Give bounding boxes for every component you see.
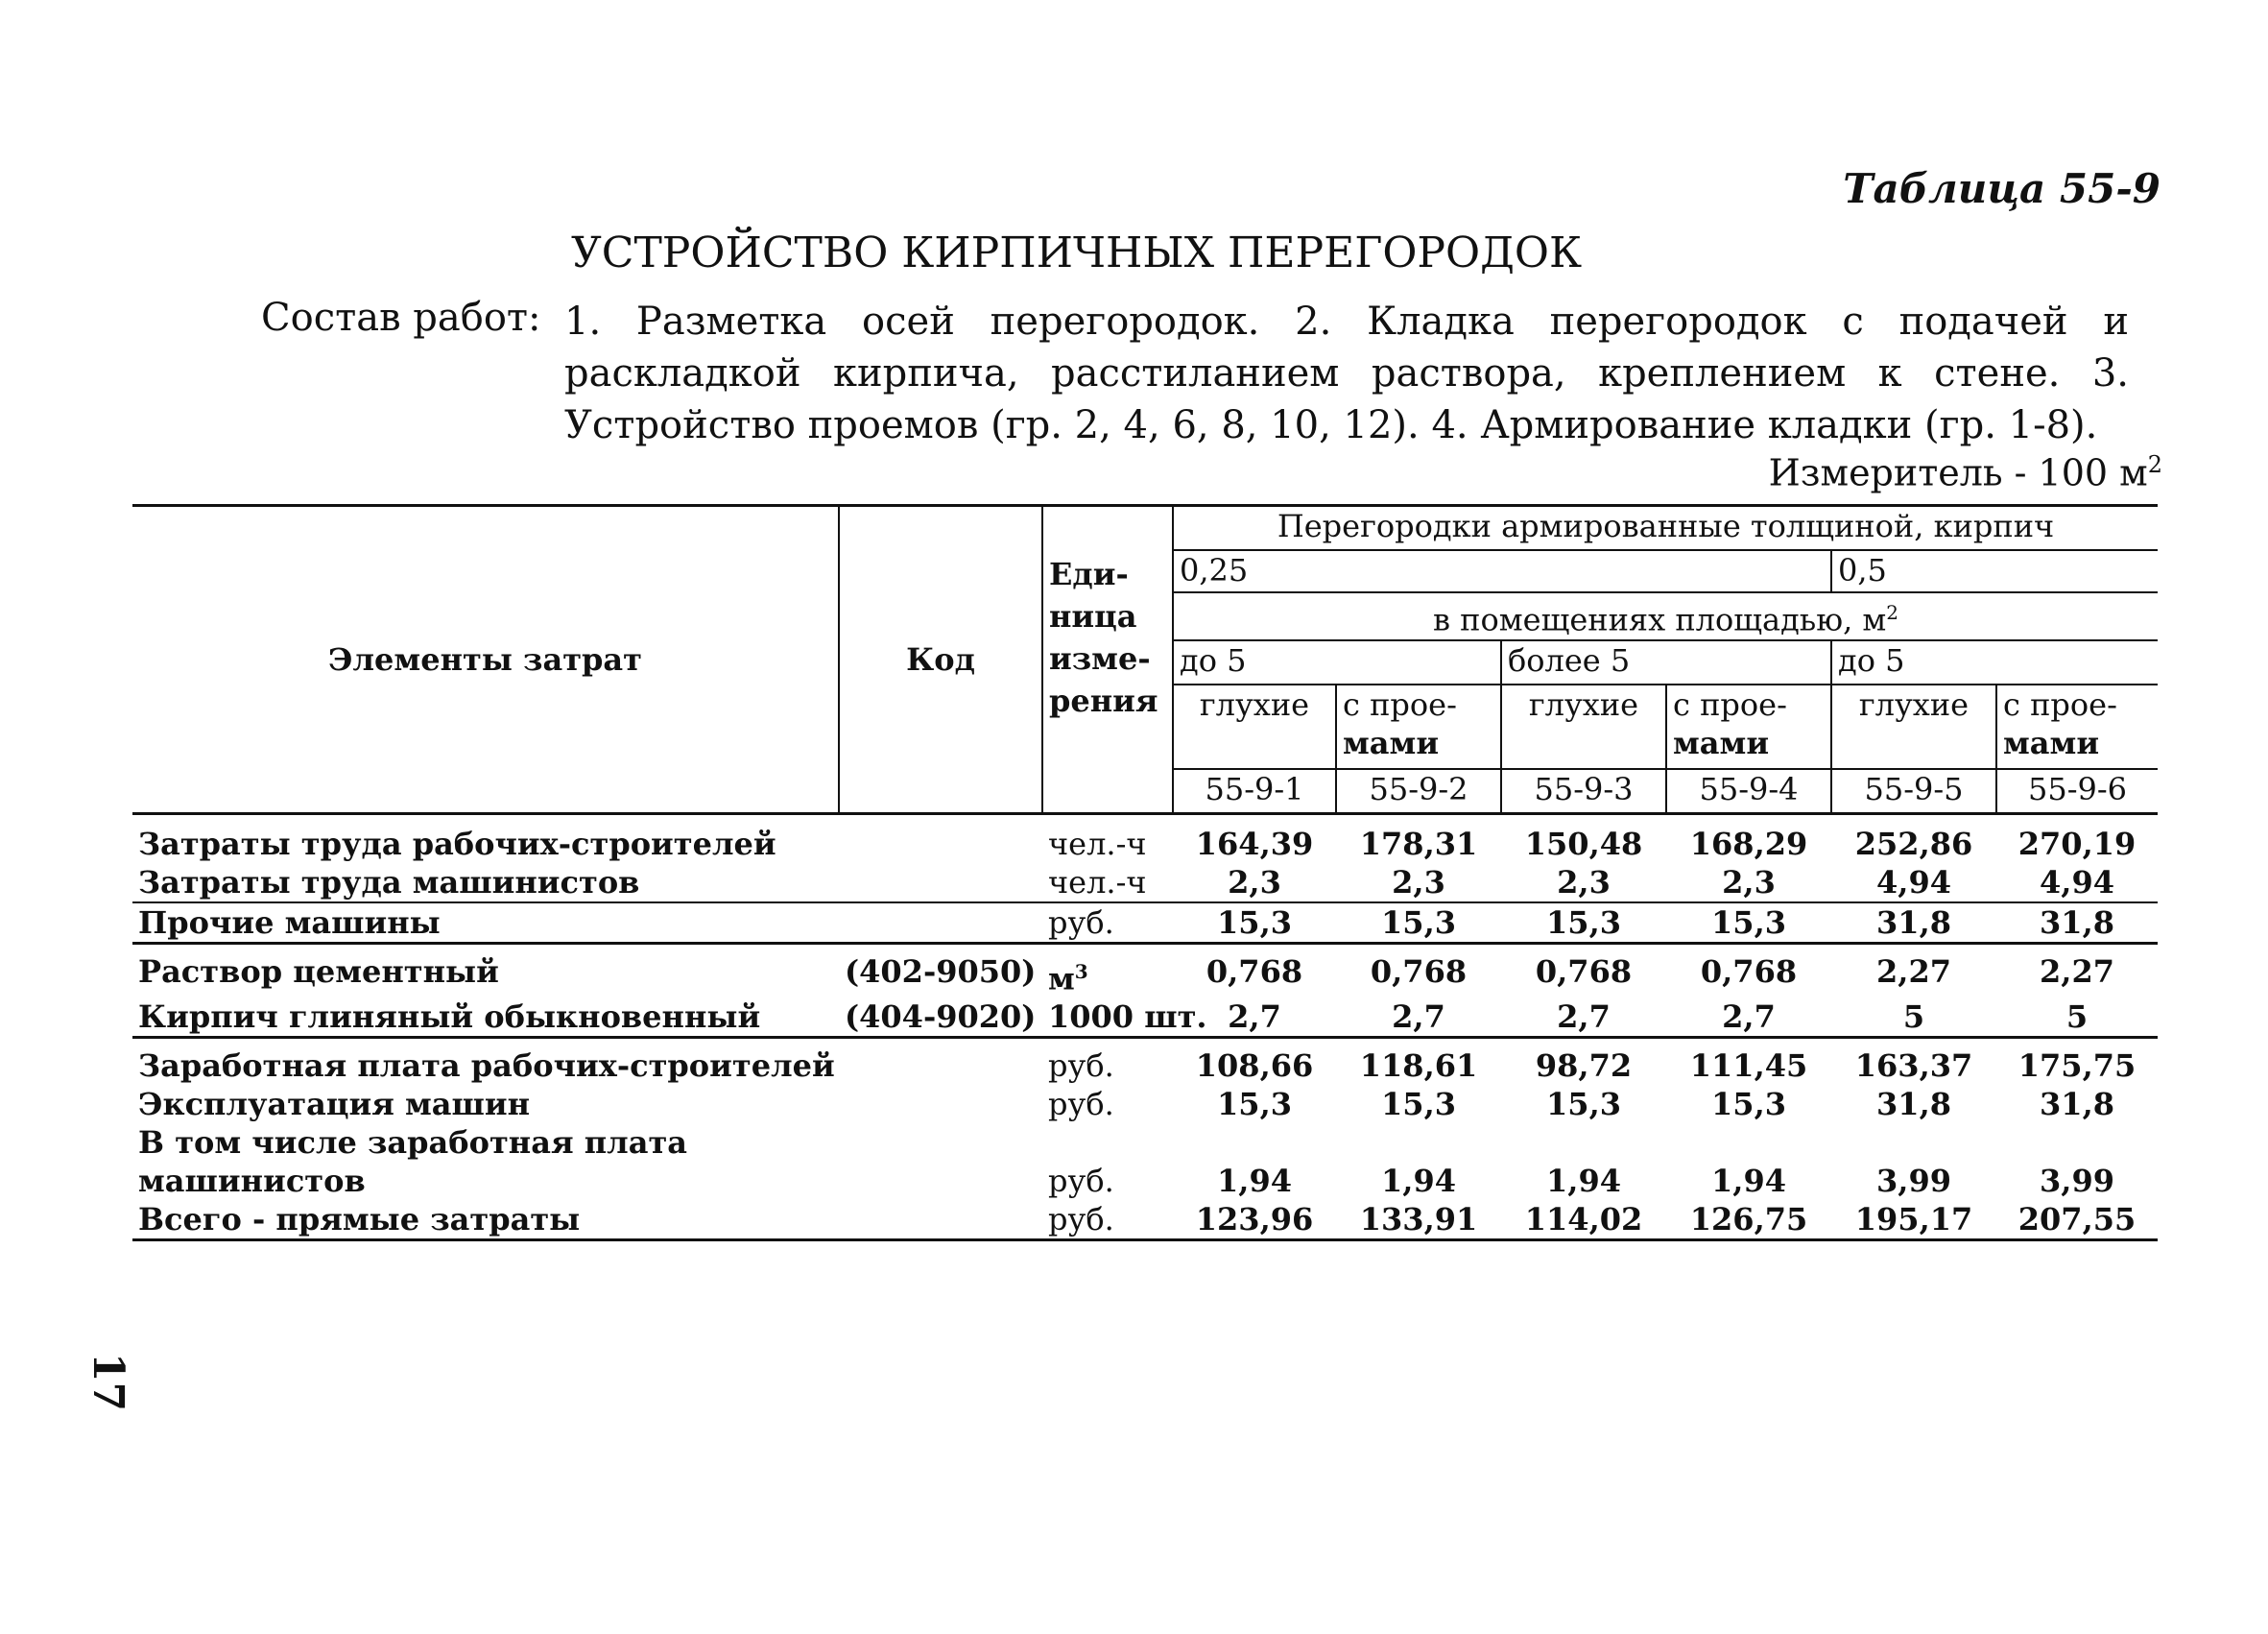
header-code-5: 55-9-5: [1831, 769, 1996, 814]
row-value: 4,94: [2040, 863, 2114, 901]
row-value: [1173, 1123, 1336, 1162]
header-code-6: 55-9-6: [1996, 769, 2158, 814]
row-value: 15,3: [1217, 1086, 1292, 1123]
row-value: 133,91: [1359, 1201, 1478, 1238]
header-unit-line-1: Еди-: [1049, 556, 1129, 592]
header-openings-3: [1996, 685, 2158, 769]
row-unit: чел.-ч: [1048, 825, 1147, 862]
row-value: 3,99: [2040, 1163, 2114, 1200]
row-value: 15,3: [1711, 903, 1786, 941]
row-unit: руб.: [1048, 1047, 1114, 1085]
cost-table: [132, 504, 2158, 1241]
row-value: 5: [1902, 998, 1925, 1036]
row-value: 2,27: [2040, 952, 2114, 990]
row-code: [839, 1200, 1042, 1240]
table-header: [132, 506, 2158, 814]
row-value: 195,17: [1854, 1201, 1973, 1238]
row-value: 126,75: [1689, 1201, 1808, 1238]
row-code: (404-9020): [845, 998, 1037, 1036]
header-unit: [1042, 506, 1173, 814]
row-unit: [1042, 952, 1173, 998]
header-openings-2-l2: мами: [1673, 724, 1770, 761]
row-value: [1336, 1123, 1501, 1162]
row-unit: [1042, 1123, 1173, 1162]
row-unit: руб.: [1048, 1086, 1114, 1123]
header-openings-1-l1: с прое-: [1343, 685, 1457, 723]
row-unit: чел.-ч: [1048, 863, 1147, 901]
row-code: [839, 825, 1042, 863]
row-value: 4,94: [1876, 863, 1951, 901]
row-value: 31,8: [1876, 903, 1951, 941]
row-value: 31,8: [2040, 1086, 2114, 1123]
row-value: 15,3: [1546, 903, 1621, 941]
table-row: [132, 952, 2158, 998]
row-label: Всего - прямые затраты: [138, 1201, 581, 1238]
row-code: [839, 1046, 1042, 1085]
table-body: [132, 813, 2158, 1240]
composition-text: 1. Разметка осей перегородок. 2. Кладка перегородок с подачей и раскладкой кирпича, расстиланием раствора, креплением к стене. 3. Устройство проемов (гр. 2, 4, 6, 8, 10, 12). 4. Армирование кладки (гр. 1-8).: [564, 300, 2129, 447]
table-row: [132, 1085, 2158, 1123]
table-row: [132, 863, 2158, 902]
row-unit: руб.: [1048, 1163, 1114, 1200]
row-code: [839, 1085, 1042, 1123]
row-code: (402-9050): [845, 952, 1037, 990]
header-openings-3-l2: мами: [2003, 724, 2100, 761]
table-row: [132, 1046, 2158, 1085]
measure-unit: [1769, 451, 2162, 494]
table-number: Таблица 55-9: [1843, 165, 2161, 212]
row-label: Затраты труда машинистов: [138, 863, 640, 901]
row-value: 168,29: [1689, 825, 1808, 862]
composition-label: Состав работ:: [261, 296, 541, 340]
header-code-3: 55-9-3: [1501, 769, 1666, 814]
header-blind-1: глухие: [1173, 685, 1336, 769]
row-label: Затраты труда рабочих-строителей: [138, 825, 776, 862]
row-unit: 1000 шт.: [1048, 998, 1207, 1036]
row-value: 178,31: [1359, 825, 1478, 862]
header-unit-line-3: изме-: [1049, 640, 1151, 677]
header-area: [1173, 592, 2158, 640]
row-value: 270,19: [2017, 825, 2137, 862]
header-unit-line-4: рения: [1049, 683, 1158, 719]
row-value: 5: [2065, 998, 2089, 1036]
table-row: [132, 1162, 2158, 1200]
row-value: 207,55: [2017, 1201, 2137, 1238]
row-value: 15,3: [1381, 903, 1456, 941]
header-openings-1-l2: мами: [1343, 724, 1440, 761]
row-code: [839, 1123, 1042, 1162]
header-code-2: 55-9-2: [1336, 769, 1501, 814]
header-unit-line-2: ница: [1049, 598, 1137, 635]
row-value: 2,3: [1392, 863, 1445, 901]
row-value: 175,75: [2017, 1047, 2137, 1085]
header-group: Перегородки армированные толщиной, кирпич: [1173, 506, 2158, 551]
page-number: 17: [84, 1352, 133, 1412]
header-elements: Элементы затрат: [132, 506, 839, 814]
header-code-1: 55-9-1: [1173, 769, 1336, 814]
row-value: 98,72: [1535, 1047, 1633, 1085]
row-value: 108,66: [1195, 1047, 1314, 1085]
row-label: машинистов: [138, 1163, 366, 1200]
document-title-text: УСТРОЙСТВО КИРПИЧНЫХ ПЕРЕГОРОДОК: [570, 228, 1582, 277]
header-area-upto5-a: до 5: [1173, 640, 1501, 685]
row-value: 123,96: [1195, 1201, 1314, 1238]
row-value: [1831, 1123, 1996, 1162]
row-value: [1666, 1123, 1831, 1162]
row-value: 118,61: [1359, 1047, 1478, 1085]
row-value: 15,3: [1711, 1086, 1786, 1123]
row-value: 0,768: [1206, 952, 1303, 990]
row-value: 15,3: [1546, 1086, 1621, 1123]
row-code: [839, 902, 1042, 944]
row-value: 114,02: [1524, 1201, 1643, 1238]
measure-sup: 2: [2147, 451, 2162, 478]
header-openings-2-l1: с прое-: [1673, 685, 1787, 723]
row-value: 150,48: [1524, 825, 1643, 862]
row-label: Кирпич глиняный обыкновенный: [138, 998, 761, 1036]
row-code: [839, 863, 1042, 902]
row-code: [839, 1162, 1042, 1200]
row-label: Раствор цементный: [138, 952, 499, 990]
row-value: 3,99: [1876, 1163, 1951, 1200]
header-area-sup: 2: [1886, 601, 1899, 624]
row-unit: руб.: [1048, 903, 1114, 941]
header-area-upto5-b: до 5: [1831, 640, 2158, 685]
row-label: Эксплуатация машин: [138, 1086, 531, 1123]
header-blind-2: глухие: [1501, 685, 1666, 769]
row-value: 2,3: [1557, 863, 1611, 901]
table-row: [132, 825, 2158, 863]
row-value: 2,7: [1228, 998, 1281, 1036]
row-value: 1,94: [1381, 1163, 1456, 1200]
header-blind-3: глухие: [1831, 685, 1996, 769]
row-value: 31,8: [1876, 1086, 1951, 1123]
row-value: 0,768: [1700, 952, 1798, 990]
row-value: 1,94: [1711, 1163, 1786, 1200]
header-openings-2: [1666, 685, 1831, 769]
row-value: 1,94: [1217, 1163, 1292, 1200]
table-row: [132, 902, 2158, 944]
row-value: 164,39: [1195, 825, 1314, 862]
header-code: Код: [839, 506, 1042, 814]
row-value: [1501, 1123, 1666, 1162]
measure-label: Измеритель - 100 м: [1768, 451, 2148, 494]
header-thickness-025: 0,25: [1173, 550, 1831, 592]
row-unit-text: м: [1048, 960, 1075, 997]
row-value: 0,768: [1370, 952, 1468, 990]
row-value: 2,3: [1722, 863, 1776, 901]
row-value: 2,3: [1228, 863, 1281, 901]
row-value: 1,94: [1546, 1163, 1621, 1200]
row-label: В том числе заработная плата: [138, 1124, 687, 1162]
table-row: [132, 997, 2158, 1038]
row-value: 2,27: [1876, 952, 1951, 990]
document-title: [0, 228, 2268, 277]
row-value: 15,3: [1381, 1086, 1456, 1123]
row-value: 2,7: [1392, 998, 1445, 1036]
row-value: 31,8: [2040, 903, 2114, 941]
header-area-over5: более 5: [1501, 640, 1831, 685]
row-value: 0,768: [1535, 952, 1633, 990]
header-area-text: в помещениях площадью, м: [1432, 601, 1887, 638]
table-row: [132, 1200, 2158, 1240]
row-value: 163,37: [1854, 1047, 1973, 1085]
row-value: 2,7: [1722, 998, 1776, 1036]
header-openings-1: [1336, 685, 1501, 769]
header-openings-3-l1: с прое-: [2003, 685, 2117, 723]
row-value: [1996, 1123, 2158, 1162]
table-row: [132, 1123, 2158, 1162]
row-label: Заработная плата рабочих-строителей: [138, 1047, 835, 1085]
row-unit-sup: 3: [1074, 959, 1088, 983]
header-code-4: 55-9-4: [1666, 769, 1831, 814]
row-value: 15,3: [1217, 903, 1292, 941]
header-thickness-05: 0,5: [1831, 550, 2158, 592]
row-value: 252,86: [1854, 825, 1973, 862]
row-unit: руб.: [1048, 1201, 1114, 1238]
row-label: Прочие машины: [138, 903, 441, 941]
row-value: 111,45: [1689, 1047, 1808, 1085]
row-value: 2,7: [1557, 998, 1611, 1036]
